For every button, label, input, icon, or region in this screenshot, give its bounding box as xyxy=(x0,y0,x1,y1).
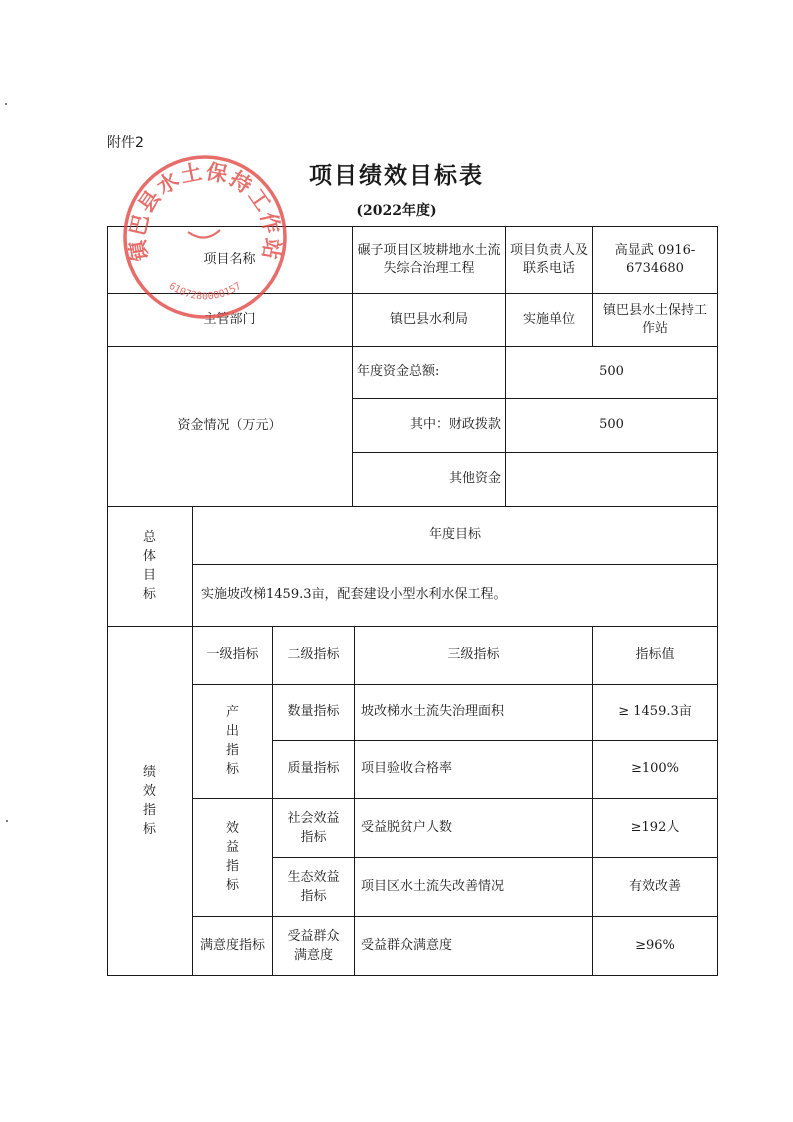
quantity-value: ≥ 1459.3亩 xyxy=(618,704,692,719)
overall-goal-label: 总 体 目 标 xyxy=(142,530,156,602)
project-name-value: 碾子项目区坡耕地水土流失综合治理工程 xyxy=(357,242,501,276)
page-title: 项目绩效目标表 xyxy=(309,163,484,189)
contact-label: 项目负责人及联系电话 xyxy=(510,242,589,276)
header-level3: 三级指标 xyxy=(447,647,500,662)
quality-metric: 项目验收合格率 xyxy=(361,761,453,776)
quality-indicator: 质量指标 xyxy=(287,761,340,776)
seal-code: 6107280000157 xyxy=(166,280,244,303)
funds-label: 资金情况（万元） xyxy=(177,418,282,433)
contact-value: 高显武 0916-6734680 xyxy=(614,242,696,276)
ecological-benefit-value: 有效改善 xyxy=(628,878,681,894)
seal-emblem xyxy=(188,230,220,238)
dept-value: 镇巴县水利局 xyxy=(389,311,468,327)
satisfaction-level2: 受益群众 满意度 xyxy=(287,928,340,963)
social-benefit-value: ≥192人 xyxy=(630,819,680,835)
project-name-label: 项目名称 xyxy=(203,251,256,267)
funds-total-label: 年度资金总额: xyxy=(357,364,440,379)
year-subtitle: (2022年度) xyxy=(356,203,437,219)
benefit-indicator-label: 效 益 指 标 xyxy=(225,821,239,893)
satisfaction-metric: 受益群众满意度 xyxy=(361,937,453,953)
social-benefit-metric: 受益脱贫户人数 xyxy=(361,819,453,835)
header-level1: 一级指标 xyxy=(206,647,259,662)
funds-fiscal-value: 500 xyxy=(599,417,624,432)
funds-other-value xyxy=(506,452,717,506)
header-level2: 二级指标 xyxy=(287,647,340,662)
header-value: 指标值 xyxy=(635,647,675,662)
impl-label: 实施单位 xyxy=(522,311,575,327)
scan-speck xyxy=(6,820,8,822)
dept-label: 主管部门 xyxy=(203,311,256,327)
satisfaction-value: ≥96% xyxy=(635,937,675,953)
ecological-benefit-indicator: 生态效益 指标 xyxy=(287,869,340,904)
output-indicator-label: 产 出 指 标 xyxy=(225,705,239,777)
quantity-metric: 坡改梯水土流失治理面积 xyxy=(361,704,505,719)
funds-fiscal-label: 其中：财政拨款 xyxy=(409,417,501,432)
impl-value: 镇巴县水土保持工作站 xyxy=(602,302,707,336)
annual-goal-content: 实施坡改梯1459.3亩，配套建设小型水利水保工程。 xyxy=(201,587,507,602)
satisfaction-indicator-label: 满意度指标 xyxy=(199,937,265,953)
seal-text: 镇巴县水土保持工作站 xyxy=(125,159,285,263)
funds-total-value: 500 xyxy=(599,364,624,379)
official-seal-stamp xyxy=(120,152,290,322)
funds-other-label: 其他资金 xyxy=(448,471,501,486)
ecological-benefit-metric: 项目区水土流失改善情况 xyxy=(361,878,505,894)
performance-label: 绩 效 指 标 xyxy=(142,764,156,837)
social-benefit-indicator: 社会效益 指标 xyxy=(287,810,340,845)
quantity-indicator: 数量指标 xyxy=(287,704,340,719)
attachment-label: 附件2 xyxy=(107,135,144,151)
annual-goal-header: 年度目标 xyxy=(428,527,481,542)
scan-speck xyxy=(5,103,7,105)
quality-value: ≥100% xyxy=(630,761,680,776)
